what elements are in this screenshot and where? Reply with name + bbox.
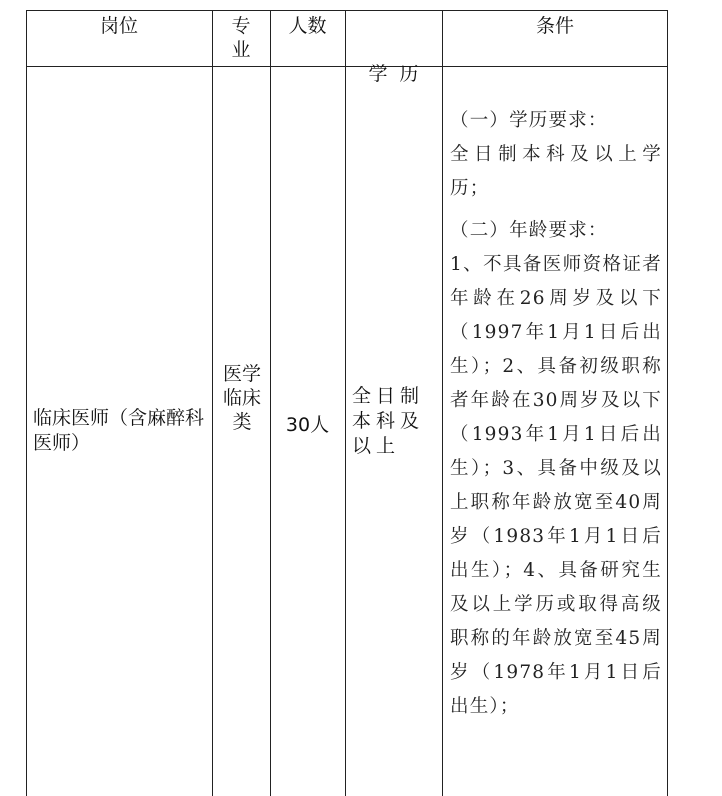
cell-education: 全日制本科及以上 — [352, 385, 425, 457]
cell-position: 临床医师（含麻醉科医师） — [33, 407, 205, 454]
header-count-label: 人数 — [288, 15, 327, 37]
cell-count: 30人 — [285, 414, 330, 436]
header-major-label-line1: 专 — [231, 15, 251, 37]
header-education — [345, 10, 442, 85]
header-conditions — [442, 10, 668, 70]
column-divider — [212, 10, 213, 796]
column-divider — [442, 10, 443, 796]
education-requirement-text: 全日制本科及以上学历； — [450, 144, 662, 199]
header-education-label: 学 历 — [368, 63, 419, 85]
header-major-label-line2: 业 — [231, 39, 251, 61]
header-major — [212, 10, 270, 70]
cell-major: 医学临床类 — [222, 363, 261, 433]
header-conditions-label: 条件 — [535, 15, 574, 37]
age-requirement-text: 1、不具备医师资格证者年龄在26周岁及以下（1997年1月1日后出生）；2、具备初级职称者年龄在30周岁及以下（1993年1月1日后出生）；3、具备中级及以上职称年龄放宽至40周岁（1983年1月1日后出生）；4、具备研究生及以上学历或取得高级职称的年龄放宽至45周岁（1978年1月1日后出生）； — [450, 254, 662, 717]
age-requirement-title: （二）年龄要求： — [450, 220, 608, 241]
cell-conditions — [450, 104, 662, 724]
header-position — [26, 10, 212, 70]
education-requirement-title: （一）学历要求： — [450, 110, 608, 131]
column-divider — [270, 10, 271, 796]
header-count — [270, 10, 345, 70]
header-position-label: 岗位 — [99, 15, 138, 37]
